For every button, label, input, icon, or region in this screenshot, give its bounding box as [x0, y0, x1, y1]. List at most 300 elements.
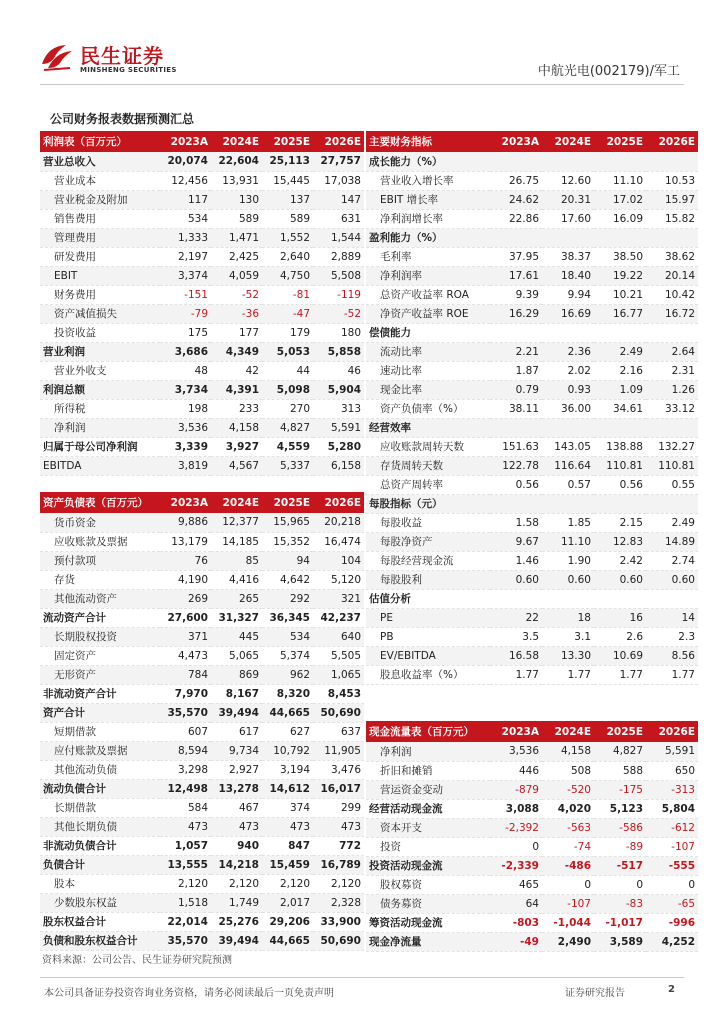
value-cell: 0.56 [490, 475, 542, 494]
value-cell: 15,445 [262, 171, 313, 190]
income-statement-table [40, 131, 364, 476]
value-cell: -486 [542, 856, 594, 875]
row-label: 每股收益 [366, 513, 490, 532]
value-cell: 1,749 [211, 893, 262, 912]
data-source-note: 资料来源：公司公告、民生证券研究院预测 [42, 955, 232, 966]
value-cell: 4,059 [211, 266, 262, 285]
row-label: 股权募资 [366, 875, 490, 894]
value-cell: 20.31 [542, 190, 594, 209]
value-cell: -586 [594, 818, 646, 837]
value-cell: 15.82 [646, 209, 698, 228]
value-cell: 147 [313, 190, 364, 209]
value-cell: 39,494 [211, 931, 262, 950]
table-row [366, 513, 698, 532]
value-cell: 15.97 [646, 190, 698, 209]
table-row [366, 608, 698, 627]
value-cell: 270 [262, 399, 313, 418]
year-header: 2025E [262, 492, 313, 513]
row-label: 偿债能力 [366, 323, 490, 342]
value-cell: 12,498 [160, 779, 211, 798]
value-cell: 2,120 [313, 874, 364, 893]
row-label: 财务费用 [40, 285, 160, 304]
value-cell: 2.49 [646, 513, 698, 532]
row-label: 每股股利 [366, 570, 490, 589]
value-cell: 3,536 [490, 742, 542, 761]
balance-sheet-body [40, 492, 364, 950]
row-label: 研发费用 [40, 247, 160, 266]
value-cell: -151 [160, 285, 211, 304]
value-cell [594, 228, 646, 247]
value-cell: 10.53 [646, 171, 698, 190]
value-cell: -79 [160, 304, 211, 323]
value-cell [594, 323, 646, 342]
value-cell: 180 [313, 323, 364, 342]
table-row [40, 608, 364, 627]
table-row [40, 817, 364, 836]
row-label: 债务募资 [366, 894, 490, 913]
value-cell: 25,276 [211, 912, 262, 931]
value-cell: 17.60 [542, 209, 594, 228]
table-header-row [366, 131, 698, 152]
value-cell: 5,508 [313, 266, 364, 285]
value-cell: 13,179 [160, 532, 211, 551]
value-cell: 4,567 [211, 456, 262, 475]
table-row [366, 932, 698, 951]
value-cell [542, 589, 594, 608]
value-cell: 0.60 [594, 570, 646, 589]
value-cell: -36 [211, 304, 262, 323]
value-cell: 12.60 [542, 171, 594, 190]
row-label: 现金比率 [366, 380, 490, 399]
value-cell: 15,352 [262, 532, 313, 551]
value-cell: 4,750 [262, 266, 313, 285]
value-cell: 0.60 [490, 570, 542, 589]
value-cell: 12,456 [160, 171, 211, 190]
value-cell: 3,927 [211, 437, 262, 456]
row-label: 筹资活动现金流 [366, 913, 490, 932]
value-cell: 473 [313, 817, 364, 836]
value-cell: 10.42 [646, 285, 698, 304]
value-cell: 2.15 [594, 513, 646, 532]
table-row [366, 494, 698, 513]
table-row [366, 894, 698, 913]
row-label: 非流动负债合计 [40, 836, 160, 855]
value-cell: 177 [211, 323, 262, 342]
value-cell: -612 [646, 818, 698, 837]
value-cell: -175 [594, 780, 646, 799]
company-logo [40, 38, 190, 82]
value-cell: 1,065 [313, 665, 364, 684]
value-cell: 627 [262, 722, 313, 741]
value-cell: 151.63 [490, 437, 542, 456]
balance-sheet-table [40, 492, 364, 951]
value-cell: 94 [262, 551, 313, 570]
row-label: 少数股东权益 [40, 893, 160, 912]
value-cell: 847 [262, 836, 313, 855]
row-label: 营业利润 [40, 342, 160, 361]
table-title: 利润表（百万元） [40, 131, 160, 152]
value-cell: 265 [211, 589, 262, 608]
value-cell: 446 [490, 761, 542, 780]
year-header: 2024E [211, 131, 262, 152]
row-label: 长期借款 [40, 798, 160, 817]
table-row [40, 722, 364, 741]
value-cell: 198 [160, 399, 211, 418]
value-cell: 2,120 [262, 874, 313, 893]
value-cell: 8,167 [211, 684, 262, 703]
table-row [366, 475, 698, 494]
value-cell: 36,345 [262, 608, 313, 627]
row-label: 资本开支 [366, 818, 490, 837]
value-cell: 313 [313, 399, 364, 418]
table-row [40, 855, 364, 874]
value-cell: 35,570 [160, 931, 211, 950]
row-label: 投资 [366, 837, 490, 856]
value-cell: 38.62 [646, 247, 698, 266]
value-cell [490, 418, 542, 437]
row-label: 所得税 [40, 399, 160, 418]
value-cell: -52 [211, 285, 262, 304]
row-label: 速动比率 [366, 361, 490, 380]
year-header: 2023A [160, 492, 211, 513]
table-row [366, 361, 698, 380]
value-cell: 15,965 [262, 513, 313, 532]
table-row [366, 190, 698, 209]
value-cell: 36.00 [542, 399, 594, 418]
row-label: 股息收益率（%） [366, 665, 490, 684]
value-cell: 589 [211, 209, 262, 228]
value-cell: 4,391 [211, 380, 262, 399]
value-cell: 2,490 [542, 932, 594, 951]
table-row [40, 285, 364, 304]
value-cell [490, 152, 542, 171]
table-row [40, 779, 364, 798]
table-row [366, 418, 698, 437]
row-label: 负债和股东权益合计 [40, 931, 160, 950]
table-row [366, 342, 698, 361]
value-cell: 4,827 [594, 742, 646, 761]
row-label: 负债合计 [40, 855, 160, 874]
value-cell [542, 494, 594, 513]
row-label: 应收账款及票据 [40, 532, 160, 551]
value-cell: 584 [160, 798, 211, 817]
value-cell: 2,197 [160, 247, 211, 266]
value-cell: -996 [646, 913, 698, 932]
cash-flow-table [366, 721, 698, 952]
row-label: 盈利能力（%） [366, 228, 490, 247]
value-cell: 4,158 [211, 418, 262, 437]
value-cell: 5,591 [646, 742, 698, 761]
value-cell: 1.09 [594, 380, 646, 399]
value-cell: 617 [211, 722, 262, 741]
value-cell: 4,642 [262, 570, 313, 589]
table-row [40, 266, 364, 285]
footer-divider [40, 977, 684, 978]
value-cell: 2,328 [313, 893, 364, 912]
value-cell: -1,017 [594, 913, 646, 932]
value-cell: 17.61 [490, 266, 542, 285]
table-title: 主要财务指标 [366, 131, 490, 152]
value-cell: 5,374 [262, 646, 313, 665]
value-cell: 2,017 [262, 893, 313, 912]
table-row [366, 399, 698, 418]
table-row [366, 152, 698, 171]
value-cell: 2.74 [646, 551, 698, 570]
value-cell: 473 [262, 817, 313, 836]
value-cell: 607 [160, 722, 211, 741]
value-cell: 17,038 [313, 171, 364, 190]
row-label: 净利润 [366, 742, 490, 761]
value-cell: 25,113 [262, 152, 313, 171]
value-cell: 143.05 [542, 437, 594, 456]
row-label: 每股指标（元） [366, 494, 490, 513]
value-cell: 940 [211, 836, 262, 855]
value-cell: 22,604 [211, 152, 262, 171]
value-cell: 104 [313, 551, 364, 570]
value-cell: 110.81 [594, 456, 646, 475]
value-cell: 16.29 [490, 304, 542, 323]
value-cell: 8,594 [160, 741, 211, 760]
value-cell: 13,278 [211, 779, 262, 798]
value-cell: 14 [646, 608, 698, 627]
row-label: 营业成本 [40, 171, 160, 190]
year-header: 2024E [542, 131, 594, 152]
value-cell: 76 [160, 551, 211, 570]
value-cell: 6,158 [313, 456, 364, 475]
table-row [366, 171, 698, 190]
table-row [366, 551, 698, 570]
row-label: 利润总额 [40, 380, 160, 399]
row-label: 每股经营现金流 [366, 551, 490, 570]
table-row [366, 437, 698, 456]
value-cell: 4,349 [211, 342, 262, 361]
value-cell: 374 [262, 798, 313, 817]
value-cell [594, 418, 646, 437]
value-cell: 130 [211, 190, 262, 209]
row-label: 其他长期负债 [40, 817, 160, 836]
value-cell: 1.85 [542, 513, 594, 532]
row-label: 预付款项 [40, 551, 160, 570]
value-cell: 12,377 [211, 513, 262, 532]
value-cell: 299 [313, 798, 364, 817]
row-label: 存货周转天数 [366, 456, 490, 475]
value-cell: 2.16 [594, 361, 646, 380]
value-cell: 4,190 [160, 570, 211, 589]
table-row [366, 799, 698, 818]
value-cell: 11.10 [594, 171, 646, 190]
value-cell: 110.81 [646, 456, 698, 475]
table-title: 资产负债表（百万元） [40, 492, 160, 513]
value-cell [490, 323, 542, 342]
value-cell: -83 [594, 894, 646, 913]
header-divider [40, 84, 684, 85]
value-cell: 2,120 [160, 874, 211, 893]
row-label: 流动资产合计 [40, 608, 160, 627]
value-cell: 2,889 [313, 247, 364, 266]
stock-name: 中航光电(002179)/军工 [537, 64, 680, 79]
value-cell [594, 494, 646, 513]
value-cell: 42 [211, 361, 262, 380]
row-label: 成长能力（%） [366, 152, 490, 171]
table-row [40, 741, 364, 760]
row-label: 净资产收益率 ROE [366, 304, 490, 323]
value-cell: 9,734 [211, 741, 262, 760]
row-label: 净利润率 [366, 266, 490, 285]
row-label: 应付账款及票据 [40, 741, 160, 760]
value-cell: 13,931 [211, 171, 262, 190]
value-cell: 0 [646, 875, 698, 894]
value-cell: 9,886 [160, 513, 211, 532]
value-cell: 4,252 [646, 932, 698, 951]
value-cell: 508 [542, 761, 594, 780]
value-cell: 233 [211, 399, 262, 418]
value-cell [594, 589, 646, 608]
value-cell: 48 [160, 361, 211, 380]
value-cell: 467 [211, 798, 262, 817]
value-cell: 0.55 [646, 475, 698, 494]
table-row [366, 875, 698, 894]
value-cell: 20,218 [313, 513, 364, 532]
value-cell: 33,900 [313, 912, 364, 931]
value-cell: 19.22 [594, 266, 646, 285]
value-cell: 138.88 [594, 437, 646, 456]
value-cell: -803 [490, 913, 542, 932]
row-label: 净利润 [40, 418, 160, 437]
value-cell: 8.56 [646, 646, 698, 665]
value-cell: 1.77 [542, 665, 594, 684]
value-cell: 14,218 [211, 855, 262, 874]
table-row [40, 171, 364, 190]
value-cell: 4,827 [262, 418, 313, 437]
table-row [40, 532, 364, 551]
year-header: 2026E [313, 131, 364, 152]
value-cell: 8,320 [262, 684, 313, 703]
row-label: 归属于母公司净利润 [40, 437, 160, 456]
value-cell: -52 [313, 304, 364, 323]
value-cell: 473 [160, 817, 211, 836]
value-cell: 4,020 [542, 799, 594, 818]
row-label: 非流动资产合计 [40, 684, 160, 703]
value-cell: 5,065 [211, 646, 262, 665]
value-cell: 3,536 [160, 418, 211, 437]
table-row [366, 589, 698, 608]
value-cell: 18.40 [542, 266, 594, 285]
value-cell: 2.6 [594, 627, 646, 646]
value-cell [542, 228, 594, 247]
value-cell: 14.89 [646, 532, 698, 551]
table-row [40, 323, 364, 342]
value-cell: 4,416 [211, 570, 262, 589]
value-cell: 16,017 [313, 779, 364, 798]
row-label: 毛利率 [366, 247, 490, 266]
table-row [366, 665, 698, 684]
value-cell: 3,088 [490, 799, 542, 818]
value-cell: 16.58 [490, 646, 542, 665]
value-cell: -107 [646, 837, 698, 856]
value-cell: 3,819 [160, 456, 211, 475]
page-header [0, 0, 724, 96]
value-cell: 4,559 [262, 437, 313, 456]
value-cell [646, 152, 698, 171]
value-cell: 0.79 [490, 380, 542, 399]
value-cell: 3,298 [160, 760, 211, 779]
row-label: 营业税金及附加 [40, 190, 160, 209]
value-cell: 2,927 [211, 760, 262, 779]
value-cell: 1.77 [646, 665, 698, 684]
table-row [366, 209, 698, 228]
row-label: 资产减值损失 [40, 304, 160, 323]
table-row [40, 513, 364, 532]
value-cell: 38.50 [594, 247, 646, 266]
value-cell: 0.56 [594, 475, 646, 494]
table-row [40, 665, 364, 684]
value-cell [646, 589, 698, 608]
table-row [40, 646, 364, 665]
value-cell: 5,053 [262, 342, 313, 361]
row-label: 管理费用 [40, 228, 160, 247]
value-cell: 2,640 [262, 247, 313, 266]
table-header-row [40, 492, 364, 513]
value-cell: -49 [490, 932, 542, 951]
value-cell: 0.60 [542, 570, 594, 589]
key-ratios-body [366, 131, 698, 684]
key-ratios-table [366, 131, 698, 685]
value-cell: 0 [594, 875, 646, 894]
value-cell: 27,757 [313, 152, 364, 171]
value-cell: 2.64 [646, 342, 698, 361]
value-cell: -119 [313, 285, 364, 304]
table-row [366, 837, 698, 856]
row-label: 折旧和摊销 [366, 761, 490, 780]
row-label: 存货 [40, 570, 160, 589]
row-label: 应收账款周转天数 [366, 437, 490, 456]
value-cell: 26.75 [490, 171, 542, 190]
value-cell: 869 [211, 665, 262, 684]
value-cell: 13.30 [542, 646, 594, 665]
value-cell: 3,339 [160, 437, 211, 456]
year-header: 2026E [313, 492, 364, 513]
value-cell: 371 [160, 627, 211, 646]
value-cell [490, 494, 542, 513]
value-cell [542, 323, 594, 342]
table-row [366, 646, 698, 665]
value-cell: 5,280 [313, 437, 364, 456]
value-cell: 962 [262, 665, 313, 684]
value-cell: 2.21 [490, 342, 542, 361]
row-label: 固定资产 [40, 646, 160, 665]
value-cell: 3,686 [160, 342, 211, 361]
value-cell: 5,120 [313, 570, 364, 589]
row-label: 其他流动资产 [40, 589, 160, 608]
value-cell: 50,690 [313, 703, 364, 722]
row-label: 总资产周转率 [366, 475, 490, 494]
value-cell: 2.3 [646, 627, 698, 646]
row-label: 经营效率 [366, 418, 490, 437]
year-header: 2023A [160, 131, 211, 152]
value-cell: 20,074 [160, 152, 211, 171]
year-header: 2025E [262, 131, 313, 152]
value-cell: 10.21 [594, 285, 646, 304]
value-cell: 2.49 [594, 342, 646, 361]
value-cell: 179 [262, 323, 313, 342]
value-cell: 5,505 [313, 646, 364, 665]
value-cell: 5,804 [646, 799, 698, 818]
table-row [40, 798, 364, 817]
value-cell: 1.87 [490, 361, 542, 380]
value-cell: 1.58 [490, 513, 542, 532]
row-label: 短期借款 [40, 722, 160, 741]
table-row [366, 304, 698, 323]
